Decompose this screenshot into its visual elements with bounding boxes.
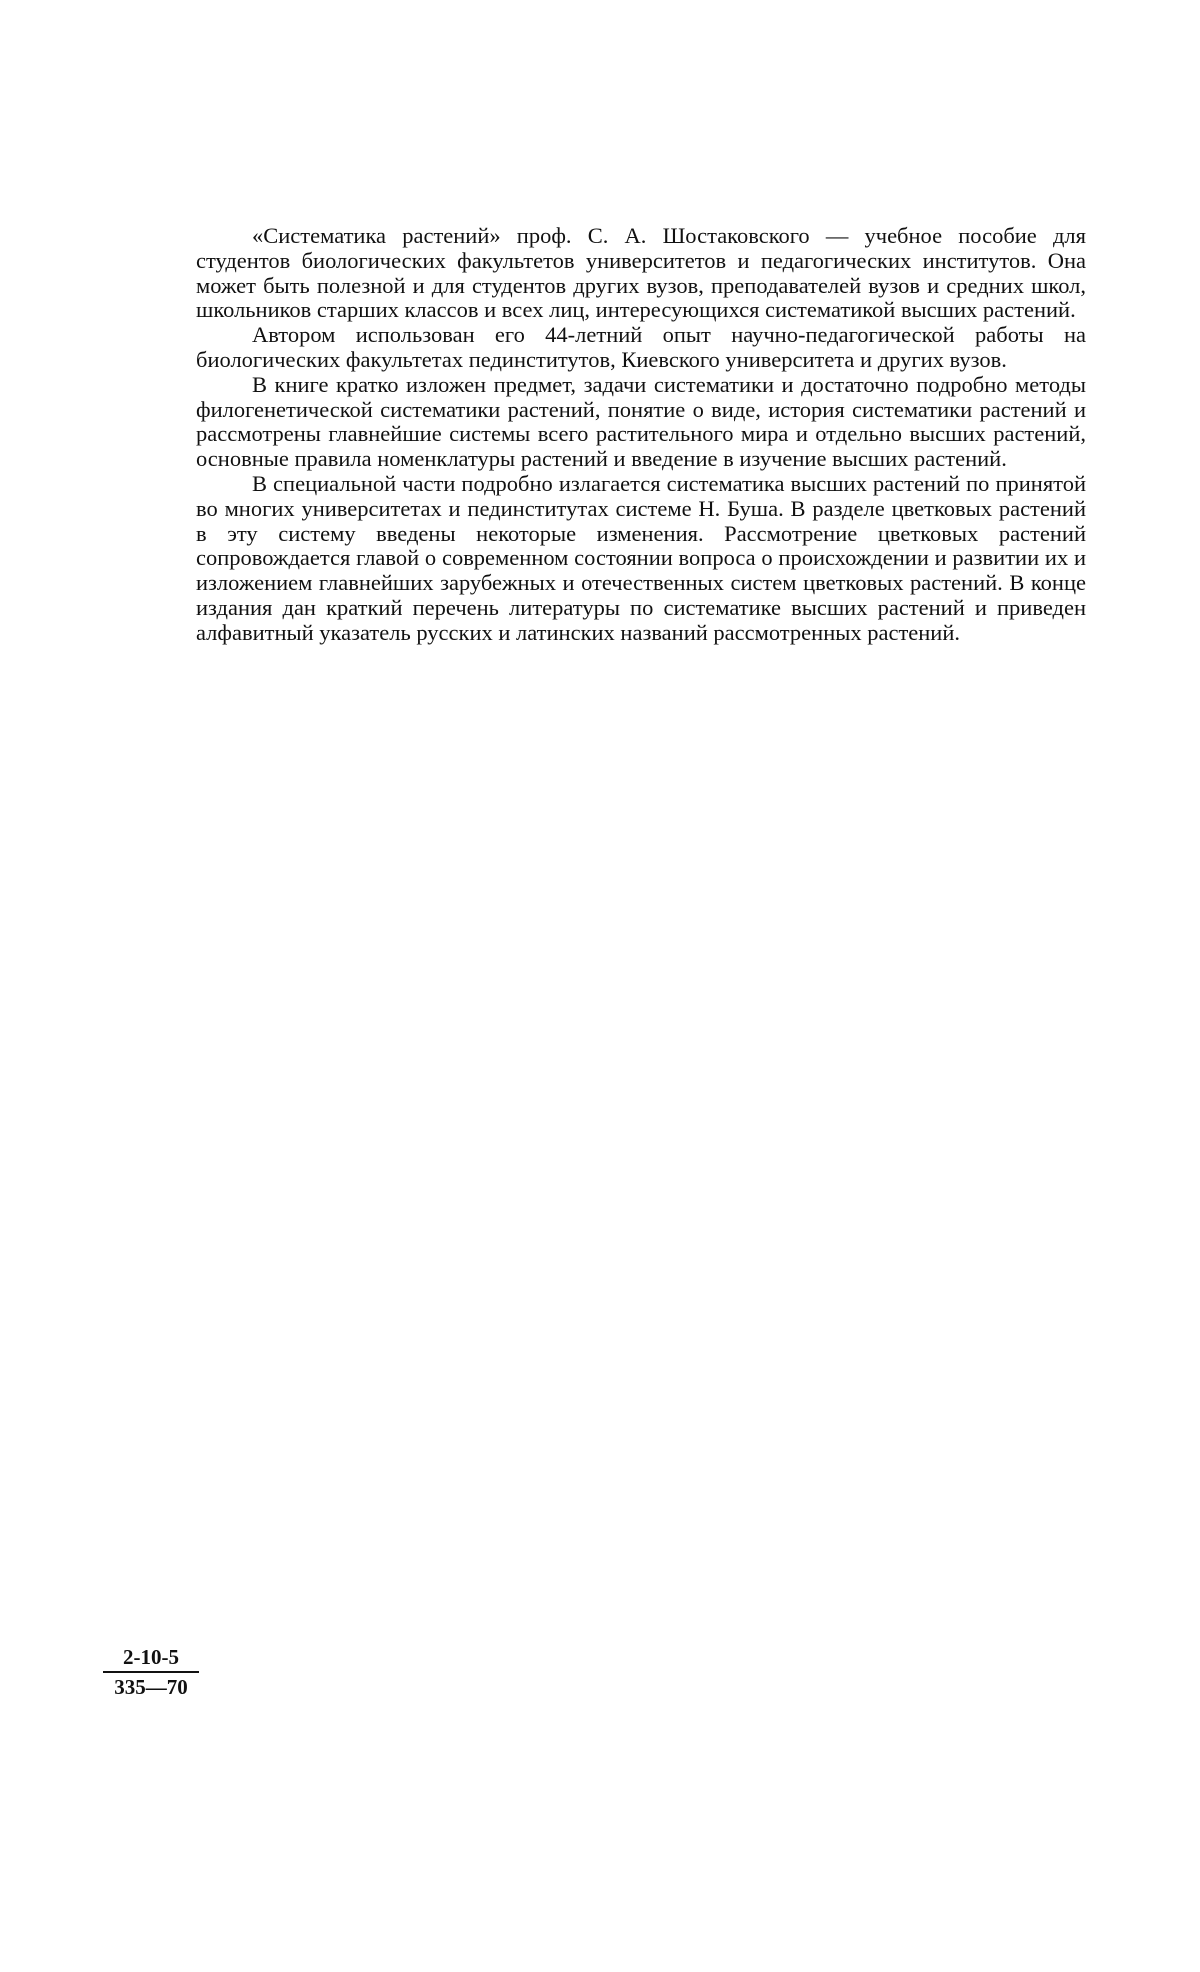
publication-code	[103, 1644, 199, 1700]
publication-code-top: 2-10-5	[103, 1644, 199, 1673]
annotation-text	[196, 224, 1086, 646]
annotation-paragraph-1: «Систематика растений» проф. С. А. Шостаковского — учебное пособие для студентов биологических факультетов университетов и педагогических институтов. Она может быть полезной и для студентов других вузов, преподавателей вузов и средних школ, школьников старших классов и всех лиц, интересующихся систематикой высших растений.	[196, 223, 1086, 323]
annotation-paragraph-2: Автором использован его 44-летний опыт научно-педагогической работы на биологических факультетах пединститутов, Киевского университета и других вузов.	[196, 322, 1086, 372]
publication-code-bottom: 335—70	[114, 1675, 188, 1699]
annotation-paragraph-3: В книге кратко изложен предмет, задачи систематики и достаточно подробно методы филогенетической систематики растений, понятие о виде, история систематики растений и рассмотрены главнейшие системы всего растительного мира и отдельно высших растений, основные правила номенклатуры растений и введение в изучение высших растений.	[196, 371, 1086, 472]
annotation-paragraph-4: В специальной части подробно излагается систематика высших растений по принятой во многих университетах и пединститутах системе Н. Буша. В разделе цветковых растений в эту систему введены некоторые изменения. Рассмотрение цветковых растений сопровождается главой о современном состоянии вопроса о происхождении и развитии их и изложением главнейших зарубежных и отечественных систем цветковых растений. В конце издания дан краткий перечень литературы по систематике высших растений и приведен алфавитный указатель русских и латинских названий рассмотренных растений.	[196, 470, 1086, 645]
